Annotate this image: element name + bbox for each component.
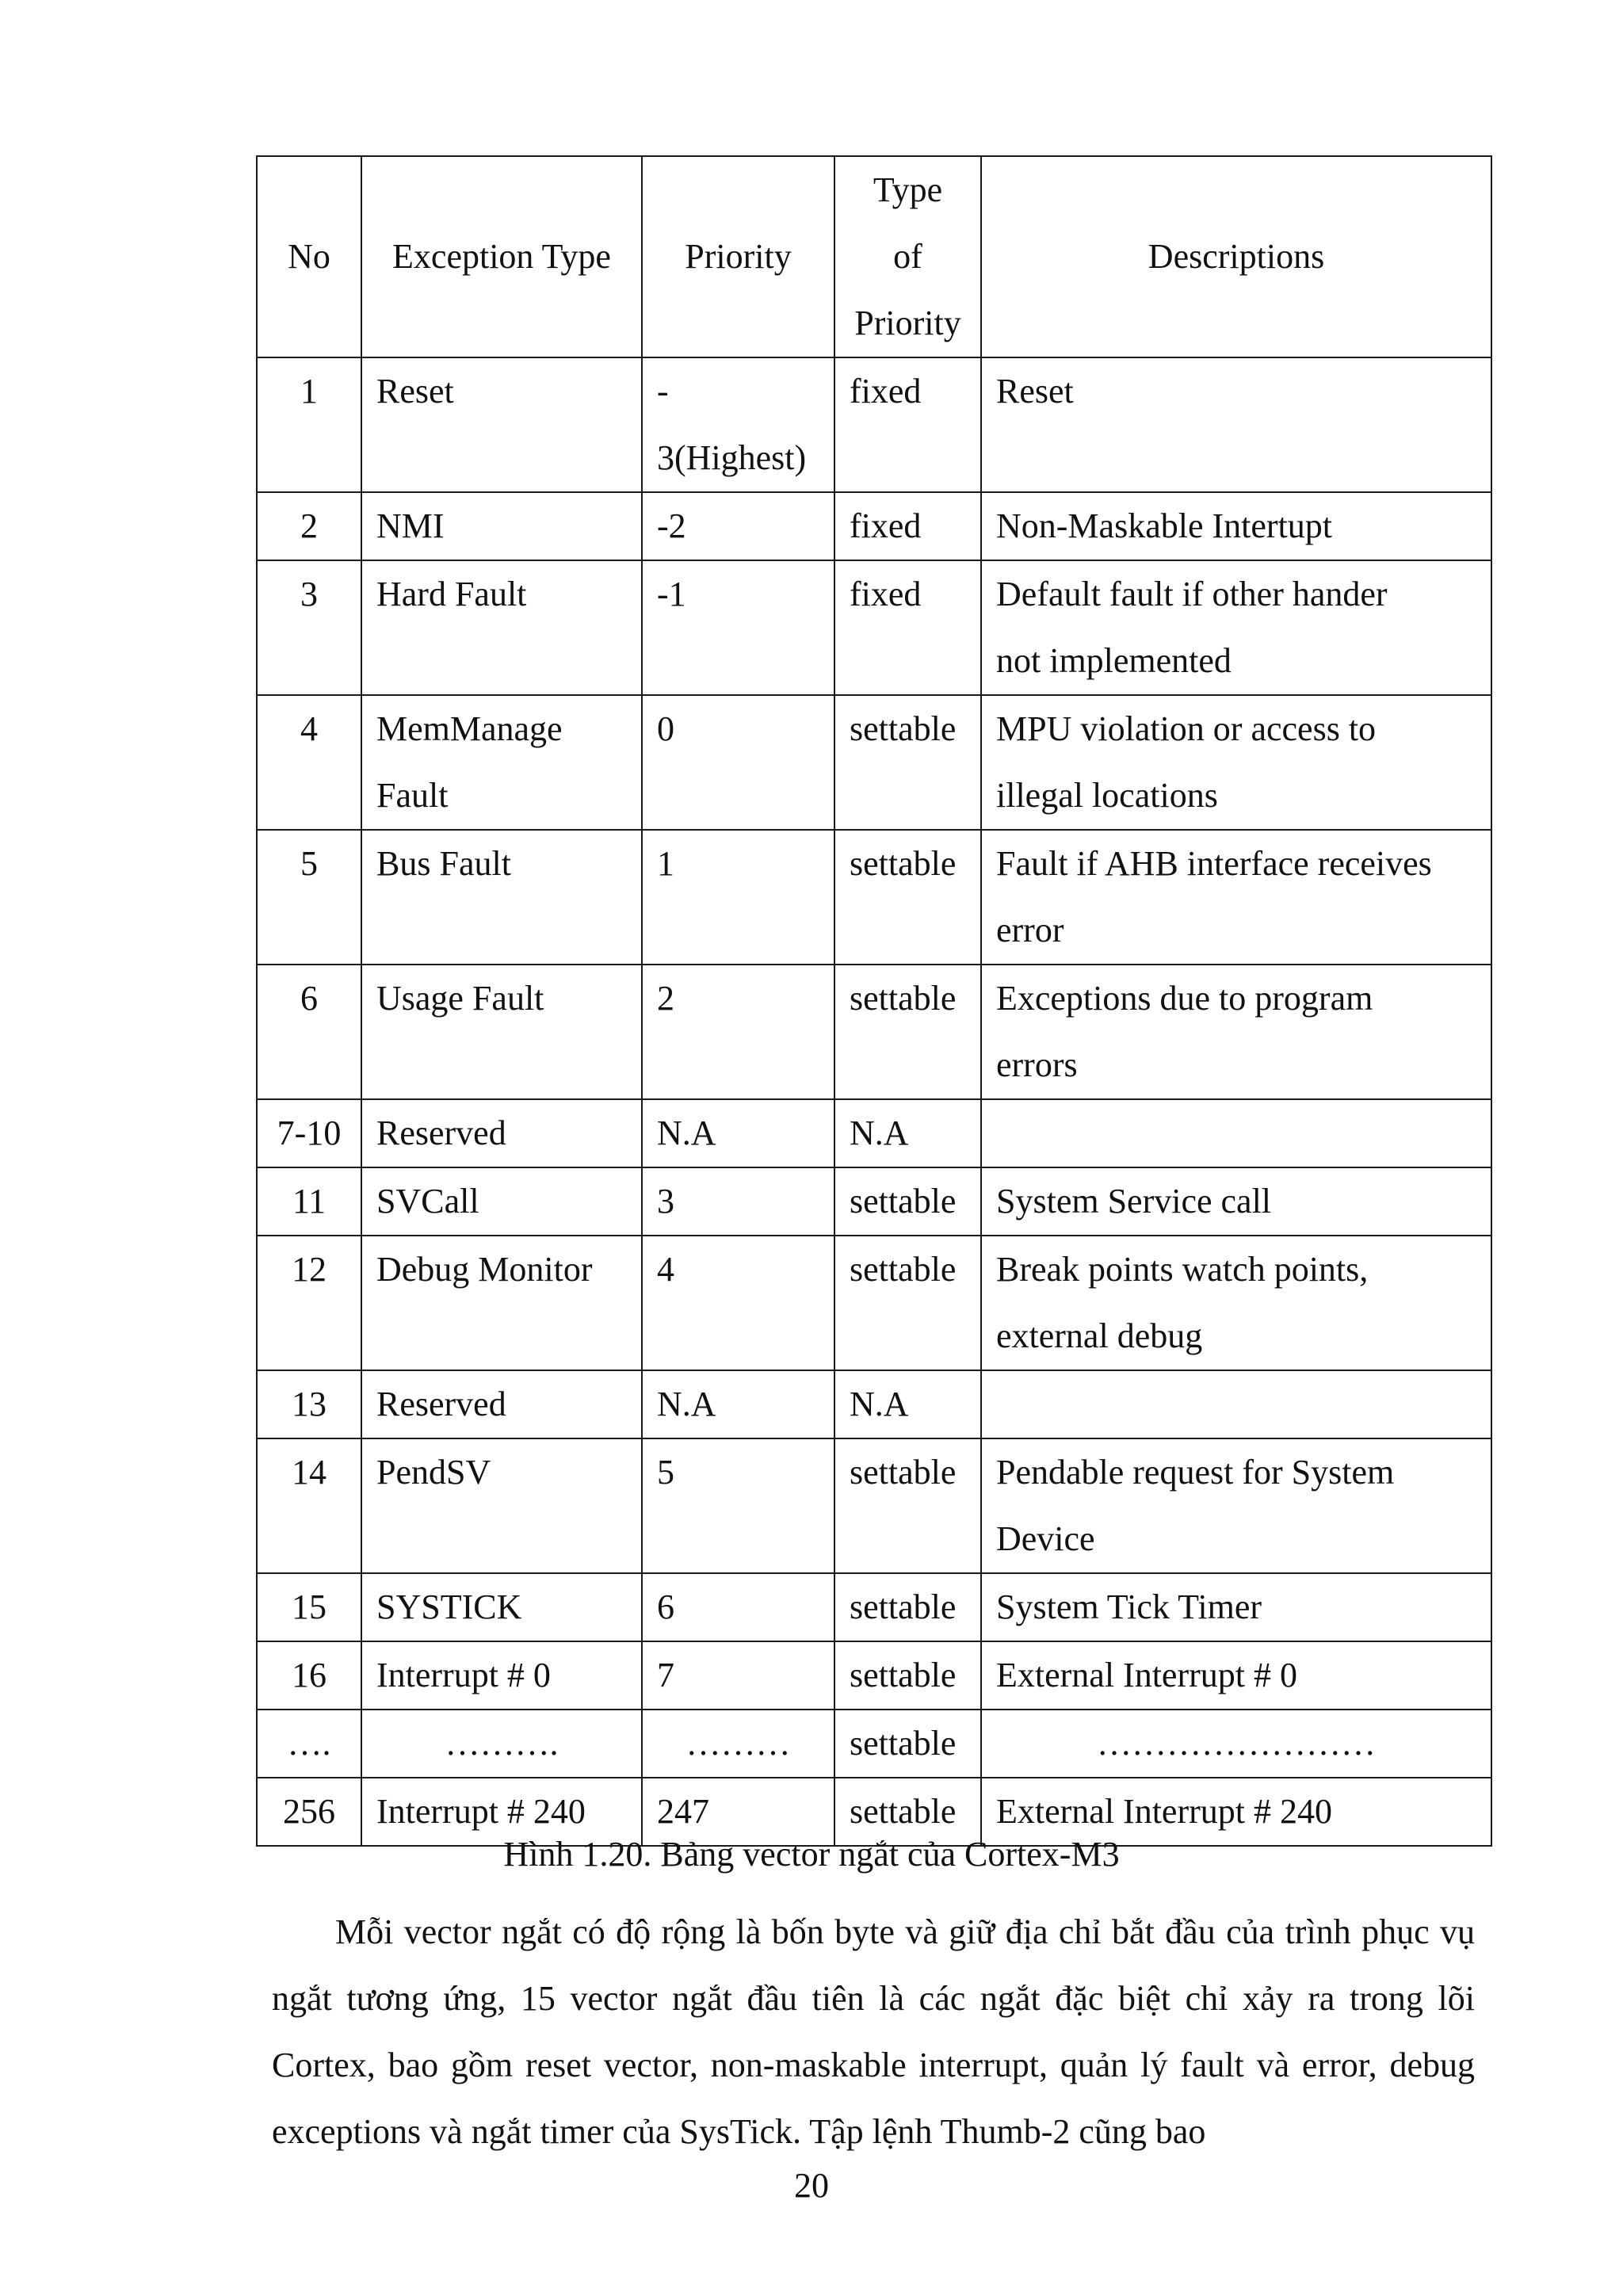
figure-caption: Hình 1.20. Bảng vector ngắt của Cortex-M3 [503,1835,1120,1874]
cell-no [257,1438,361,1573]
cell-description [981,1641,1491,1710]
cell-type-of-priority-text: settable [850,709,957,748]
cell-no-text: 6 [300,979,318,1018]
table-row [257,1438,1491,1573]
cell-no-text: 7-10 [277,1114,342,1152]
cell-type-of-priority-text: settable [850,1792,957,1831]
cell-description-text: Exceptions due to program errors [996,979,1373,1084]
cell-type-of-priority-text: N.A [850,1114,909,1152]
cell-exception-type-text: SYSTICK [376,1587,522,1626]
cell-description-text: Default fault if other hander not implemented [996,575,1388,680]
cell-no-text: 12 [292,1250,327,1289]
cell-description [981,1438,1491,1573]
cell-no-text: 14 [292,1453,327,1492]
cell-exception-type-text: ………. [445,1724,559,1763]
cell-description [981,1167,1491,1236]
table-row [257,1710,1491,1778]
cell-type-of-priority-text: settable [850,1182,957,1221]
cell-exception-type-text: Interrupt # 240 [376,1792,586,1831]
exception-vector-table [256,155,1492,1847]
table-row [257,695,1491,830]
cell-type-of-priority [834,357,981,492]
cell-no [257,1573,361,1641]
cell-description-text: MPU violation or access to illegal locations [996,709,1377,815]
cell-description-text: …………………… [1097,1724,1376,1763]
cell-type-of-priority-text: settable [850,1250,957,1289]
cell-no-text: 15 [292,1587,327,1626]
cell-exception-type-text: Usage Fault [376,979,544,1018]
cell-exception-type-text: MemManage Fault [376,709,563,815]
table-row [257,1573,1491,1641]
body-paragraph: Mỗi vector ngắt có độ rộng là bốn byte và giữ địa chỉ bắt đầu của trình phục vụ ngắt tương ứng, 15 vector ngắt đầu tiên là các ngắt đặc biệt chỉ xảy ra trong lõi Cortex, bao gồm reset vector, non-maskable interrupt, quản lý fault và error, debug exceptions và ngắt timer của SysTick. Tập lệnh Thumb-2 cũng bao [272,1912,1475,2151]
cell-priority [642,695,834,830]
cell-priority-text: 0 [657,709,674,748]
cell-type-of-priority-text: fixed [850,506,922,545]
cell-no-text: 3 [300,575,318,613]
cell-type-of-priority-text: settable [850,1587,957,1626]
cell-priority [642,492,834,560]
cell-no [257,492,361,560]
cell-exception-type [361,560,642,695]
header-priority: Priority [642,156,834,357]
cell-priority-text: 247 [657,1792,709,1831]
cell-description [981,1370,1491,1438]
cell-description [981,695,1491,830]
table-row [257,357,1491,492]
cell-type-of-priority [834,560,981,695]
cell-exception-type [361,695,642,830]
cell-description-text: Reset [996,372,1074,411]
cell-no-text: 1 [300,372,318,411]
cell-exception-type-text: Interrupt # 0 [376,1656,551,1694]
cell-priority-text: N.A [657,1385,716,1423]
cell-description [981,1573,1491,1641]
cell-exception-type [361,1236,642,1370]
body-text [272,1899,1475,2165]
cell-exception-type [361,1167,642,1236]
table-row [257,1641,1491,1710]
cell-no [257,1167,361,1236]
cell-priority-text: 4 [657,1250,674,1289]
cell-no [257,695,361,830]
cell-no [257,1370,361,1438]
table-header-row [257,156,1491,357]
cell-description [981,492,1491,560]
header-exception-type: Exception Type [361,156,642,357]
cell-description [981,560,1491,695]
cell-priority [642,1710,834,1778]
cell-exception-type-text: Reserved [376,1114,506,1152]
cell-exception-type [361,357,642,492]
cell-exception-type-text: NMI [376,506,445,545]
cell-priority-text: 3 [657,1182,674,1221]
cell-priority [642,1099,834,1167]
cell-type-of-priority-text: settable [850,1453,957,1492]
cell-priority [642,1438,834,1573]
cell-exception-type-text: Bus Fault [376,844,511,883]
cell-description [981,1099,1491,1167]
cell-priority [642,965,834,1099]
cell-exception-type-text: SVCall [376,1182,479,1221]
cell-type-of-priority [834,965,981,1099]
cell-description-text: Non-Maskable Intertupt [996,506,1332,545]
cell-type-of-priority [834,1710,981,1778]
cell-description [981,830,1491,965]
cell-priority [642,1236,834,1370]
table-row [257,560,1491,695]
table-row [257,965,1491,1099]
table-row [257,1167,1491,1236]
cell-description-text: External Interrupt # 240 [996,1792,1332,1831]
table-row [257,1099,1491,1167]
cell-no [257,1099,361,1167]
cell-no [257,1641,361,1710]
cell-type-of-priority [834,695,981,830]
cell-exception-type [361,492,642,560]
cell-description-text: Fault if AHB interface receives error [996,844,1432,949]
cell-no-text: 256 [283,1792,335,1831]
cell-exception-type [361,1573,642,1641]
cell-exception-type-text: Reserved [376,1385,506,1423]
cell-no-text: 16 [292,1656,327,1694]
cell-description-text: Pendable request for System Device [996,1453,1395,1558]
cell-type-of-priority [834,492,981,560]
cell-no-text: 5 [300,844,318,883]
cell-type-of-priority-text: N.A [850,1385,909,1423]
cell-description [981,357,1491,492]
cell-type-of-priority [834,1370,981,1438]
cell-exception-type [361,830,642,965]
cell-type-of-priority [834,1236,981,1370]
cell-priority-text: - 3(Highest) [657,372,807,477]
cell-description-text: Break points watch points, external debug [996,1250,1369,1355]
cell-exception-type [361,965,642,1099]
cell-type-of-priority [834,1438,981,1573]
table-body [257,357,1491,1846]
cell-priority-text: -1 [657,575,686,613]
cell-no-text: 2 [300,506,318,545]
cell-no-text: 11 [292,1182,327,1221]
cell-exception-type [361,1099,642,1167]
cell-type-of-priority [834,1167,981,1236]
cell-priority [642,1167,834,1236]
cell-exception-type [361,1641,642,1710]
cell-priority [642,560,834,695]
cell-no [257,830,361,965]
cell-type-of-priority-text: fixed [850,575,922,613]
table-row [257,1370,1491,1438]
cell-priority-text: 6 [657,1587,674,1626]
cell-priority-text: 5 [657,1453,674,1492]
cell-description-text: System Service call [996,1182,1272,1221]
cell-exception-type-text: PendSV [376,1453,491,1492]
cell-priority-text: -2 [657,506,686,545]
cell-exception-type [361,1438,642,1573]
cell-exception-type-text: Reset [376,372,454,411]
cell-priority-text: 7 [657,1656,674,1694]
cell-priority [642,1370,834,1438]
cell-priority-text: ……… [685,1724,791,1763]
cell-type-of-priority [834,1641,981,1710]
cell-type-of-priority-text: settable [850,844,957,883]
cell-no [257,1236,361,1370]
cell-type-of-priority-text: fixed [850,372,922,411]
cell-type-of-priority-text: settable [850,979,957,1018]
cell-no [257,965,361,1099]
cell-exception-type-text: Debug Monitor [376,1250,593,1289]
cell-exception-type [361,1710,642,1778]
cell-no-text: …. [287,1724,331,1763]
cell-type-of-priority [834,1099,981,1167]
header-type-of-priority: Type of Priority [834,156,981,357]
cell-no [257,560,361,695]
cell-description [981,1236,1491,1370]
table-row [257,830,1491,965]
cell-description [981,1710,1491,1778]
cell-exception-type-text: Hard Fault [376,575,527,613]
cell-priority [642,1573,834,1641]
cell-priority-text: N.A [657,1114,716,1152]
cell-priority [642,1641,834,1710]
table-row [257,492,1491,560]
cell-type-of-priority [834,830,981,965]
cell-priority [642,357,834,492]
cell-type-of-priority-text: settable [850,1724,957,1763]
table-row [257,1236,1491,1370]
cell-priority-text: 2 [657,979,674,1018]
header-no: No [257,156,361,357]
page-number: 20 [794,2166,829,2205]
cell-type-of-priority [834,1573,981,1641]
cell-priority-text: 1 [657,844,674,883]
cell-description-text: System Tick Timer [996,1587,1262,1626]
header-descriptions: Descriptions [981,156,1491,357]
cell-no [257,1710,361,1778]
cell-no [257,357,361,492]
cell-description-text: External Interrupt # 0 [996,1656,1297,1694]
cell-no-text: 13 [292,1385,327,1423]
cell-description [981,965,1491,1099]
cell-exception-type [361,1370,642,1438]
cell-no-text: 4 [300,709,318,748]
cell-type-of-priority-text: settable [850,1656,957,1694]
cell-priority [642,830,834,965]
